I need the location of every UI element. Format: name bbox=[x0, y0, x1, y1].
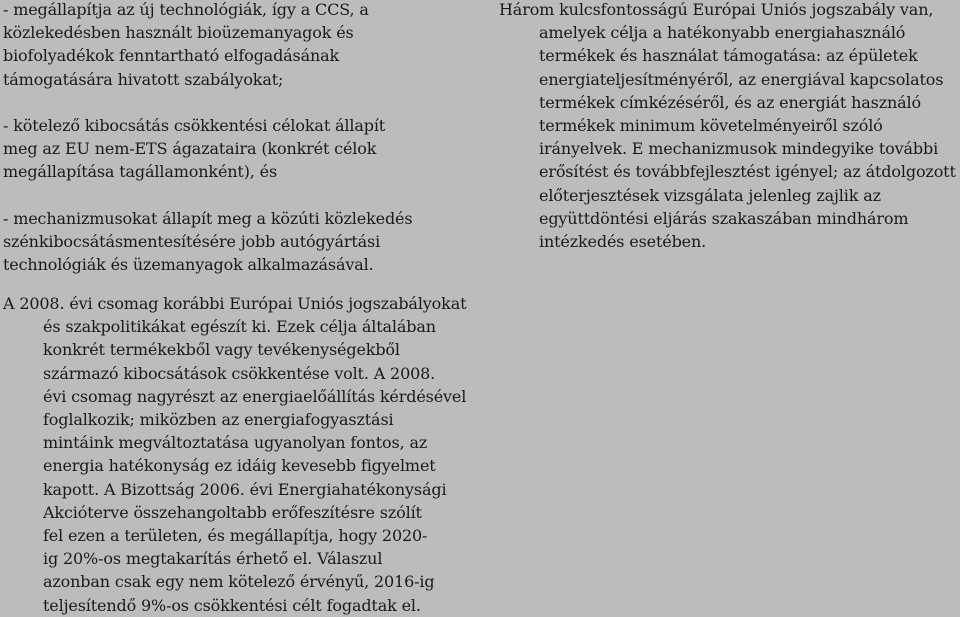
text-line: - megállapítja az új technológiák, így a CCS, a bbox=[3, 0, 369, 19]
text-line: Akcióterve összehangoltabb erőfeszítésre szólít bbox=[43, 502, 422, 522]
text-line: foglalkozik; miközben az energiafogyasztási bbox=[43, 410, 394, 430]
text-line: A 2008. évi csomag korábbi Európai Uniós jogszabályokat bbox=[3, 294, 467, 313]
text-line: származó kibocsátások csökkentése volt. A 2008. bbox=[43, 363, 436, 383]
text-line: támogatására hivatott szabályokat; bbox=[3, 69, 284, 89]
text-line: együttdöntési eljárás szakaszában mindhárom bbox=[539, 208, 909, 228]
package-2008-paragraph bbox=[3, 292, 503, 617]
text-line: energiateljesítményéről, az energiával kapcsolatos bbox=[539, 69, 944, 89]
text-line: fel ezen a területen, és megállapítja, hogy 2020- bbox=[43, 526, 428, 546]
energy-legislation-paragraph bbox=[499, 0, 960, 253]
text-line: kapott. A Bizottság 2006. évi Energiahatékonysági bbox=[43, 479, 447, 499]
text-line: szénkibocsátásmentesítésére jobb autógyártási bbox=[3, 232, 381, 251]
text-line: mintáink megváltoztatása ugyanolyan fontos, az bbox=[43, 433, 428, 453]
text-line: termékek címkézéséről, és az energiát használó bbox=[539, 92, 921, 112]
text-line: közlekedésben használt bioüzemanyagok és bbox=[3, 23, 354, 43]
text-line: - mechanizmusokat állapít meg a közúti közlekedés bbox=[3, 208, 413, 228]
text-line: előterjesztések vizsgálata jelenleg zajlik az bbox=[539, 185, 881, 205]
text-line: energia hatékonyság ez idáig kevesebb figyelmet bbox=[43, 456, 436, 476]
text-line: biofolyadékok fenntartható elfogadásának bbox=[3, 46, 340, 66]
text-line: intézkedés esetében. bbox=[539, 232, 707, 252]
bullet-item-road-transport bbox=[3, 207, 463, 277]
text-line: azonban csak egy nem kötelező érvényű, 2016-ig bbox=[43, 572, 435, 592]
text-line: megállapítása tagállamonként), és bbox=[3, 162, 278, 182]
bullet-item-ccs bbox=[3, 0, 463, 91]
text-line: termékek és használat támogatása: az épületek bbox=[539, 46, 918, 66]
text-line: technológiák és üzemanyagok alkalmazásával. bbox=[3, 255, 374, 275]
bullet-item-targets bbox=[3, 114, 463, 184]
text-line: termékek minimum követelményeiről szóló bbox=[539, 116, 883, 136]
text-line: erősítést és továbbfejlesztést igényel; az átdolgozott bbox=[539, 162, 956, 182]
text-line: irányelvek. E mechanizmusok mindegyike további bbox=[539, 139, 939, 159]
text-line: amelyek célja a hatékonyabb energiahasználó bbox=[539, 23, 906, 43]
text-line: ig 20%-os megtakarítás érhető el. Válaszul bbox=[43, 549, 383, 569]
text-line: - kötelező kibocsátás csökkentési célokat állapít bbox=[3, 116, 386, 135]
text-line: évi csomag nagyrészt az energiaelőállítás kérdésével bbox=[43, 386, 467, 406]
text-line: teljesítendő 9%-os csökkentési célt fogadtak el. bbox=[43, 595, 421, 615]
text-line: és szakpolitikákat egészít ki. Ezek célja általában bbox=[43, 317, 436, 337]
text-line: meg az EU nem-ETS ágazataira (konkrét célok bbox=[3, 139, 377, 159]
text-line: konkrét termékekből vagy tevékenységekből bbox=[43, 340, 400, 360]
text-line: Három kulcsfontosságú Európai Uniós jogszabály van, bbox=[499, 0, 934, 19]
left-bullet-list bbox=[3, 0, 463, 276]
